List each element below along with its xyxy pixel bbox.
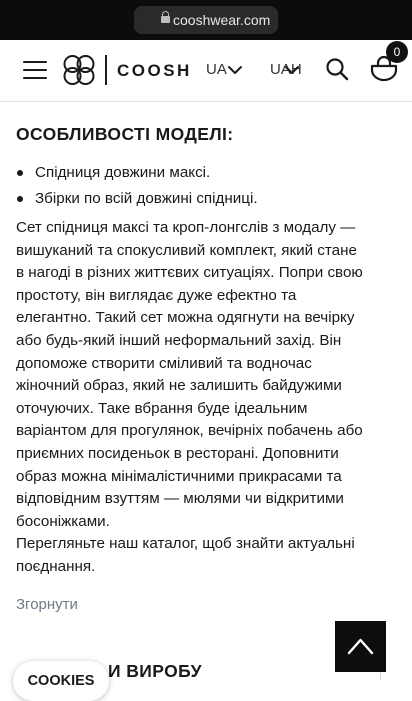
url-text[interactable]: cooshwear.com: [173, 12, 271, 28]
collapse-link[interactable]: Згорнути: [16, 596, 78, 613]
brand-name[interactable]: COOSH: [117, 61, 192, 80]
description-line: приємних посиденьок в ресторані. Доповнити: [16, 444, 339, 462]
description-line: варіантом для прогулянок, вечірніх побачень або: [16, 422, 363, 440]
cookies-button[interactable]: COOKIES: [13, 661, 109, 701]
description-line: оточуючих. Таке вбрання буде ідеальним: [16, 399, 308, 417]
chevron-down-icon: [284, 65, 300, 75]
language-value: UA: [206, 61, 227, 78]
chevron-up-icon: [347, 635, 374, 657]
cart-count-badge: 0: [386, 41, 408, 63]
description-line: відповідним взуттям — мюлями чи відкритими: [16, 490, 344, 508]
site-header: [0, 40, 412, 102]
language-selector[interactable]: [206, 59, 244, 79]
description-line: допоможе створити сміливий та водночас: [16, 354, 312, 372]
hamburger-icon[interactable]: [23, 61, 47, 79]
logo-divider: [105, 55, 107, 85]
section-title: ОСОБЛИВОСТІ МОДЕЛІ:: [16, 124, 234, 144]
description-line: поєднання.: [16, 557, 96, 575]
description-line: в нагоді в різних життєвих ситуаціях. Попри свою: [16, 264, 363, 282]
description-line: вишуканий та спокусливий комплект, який стане: [16, 241, 357, 259]
list-item: Збірки по всій довжині спідниці.: [16, 186, 258, 212]
currency-selector[interactable]: [270, 59, 304, 79]
lock-icon: [161, 16, 170, 23]
description-line: жіночний образ, який не залишить байдужими: [16, 377, 342, 395]
description-line: Сет спідниця максі та кроп-лонгслів з модалу —: [16, 219, 356, 236]
description-line: або будь-який інший неформальний захід. Він: [16, 331, 342, 349]
chevron-down-icon: [227, 65, 243, 75]
coosh-logo-icon[interactable]: [63, 54, 95, 86]
search-icon[interactable]: [325, 57, 349, 81]
browser-url-bar: [0, 0, 412, 40]
next-section-title[interactable]: И ВИРОБУ: [108, 661, 202, 681]
scroll-to-top-button[interactable]: [335, 621, 386, 672]
product-description: [16, 217, 394, 579]
feature-list: [16, 160, 258, 212]
description-line: образ можна мінімалістичними прикрасами та: [16, 467, 342, 485]
description-line: Перегляньте наш каталог, щоб знайти актуальні: [16, 535, 355, 553]
description-line: простоту, він виглядає дуже ефектно та: [16, 286, 297, 304]
description-line: елегантно. Такий сет можна одягнути на вечірку: [16, 309, 355, 327]
description-line: босоніжками.: [16, 512, 110, 530]
list-item: Спідниця довжини максі.: [16, 160, 258, 186]
currency-value: UAH: [270, 61, 302, 78]
